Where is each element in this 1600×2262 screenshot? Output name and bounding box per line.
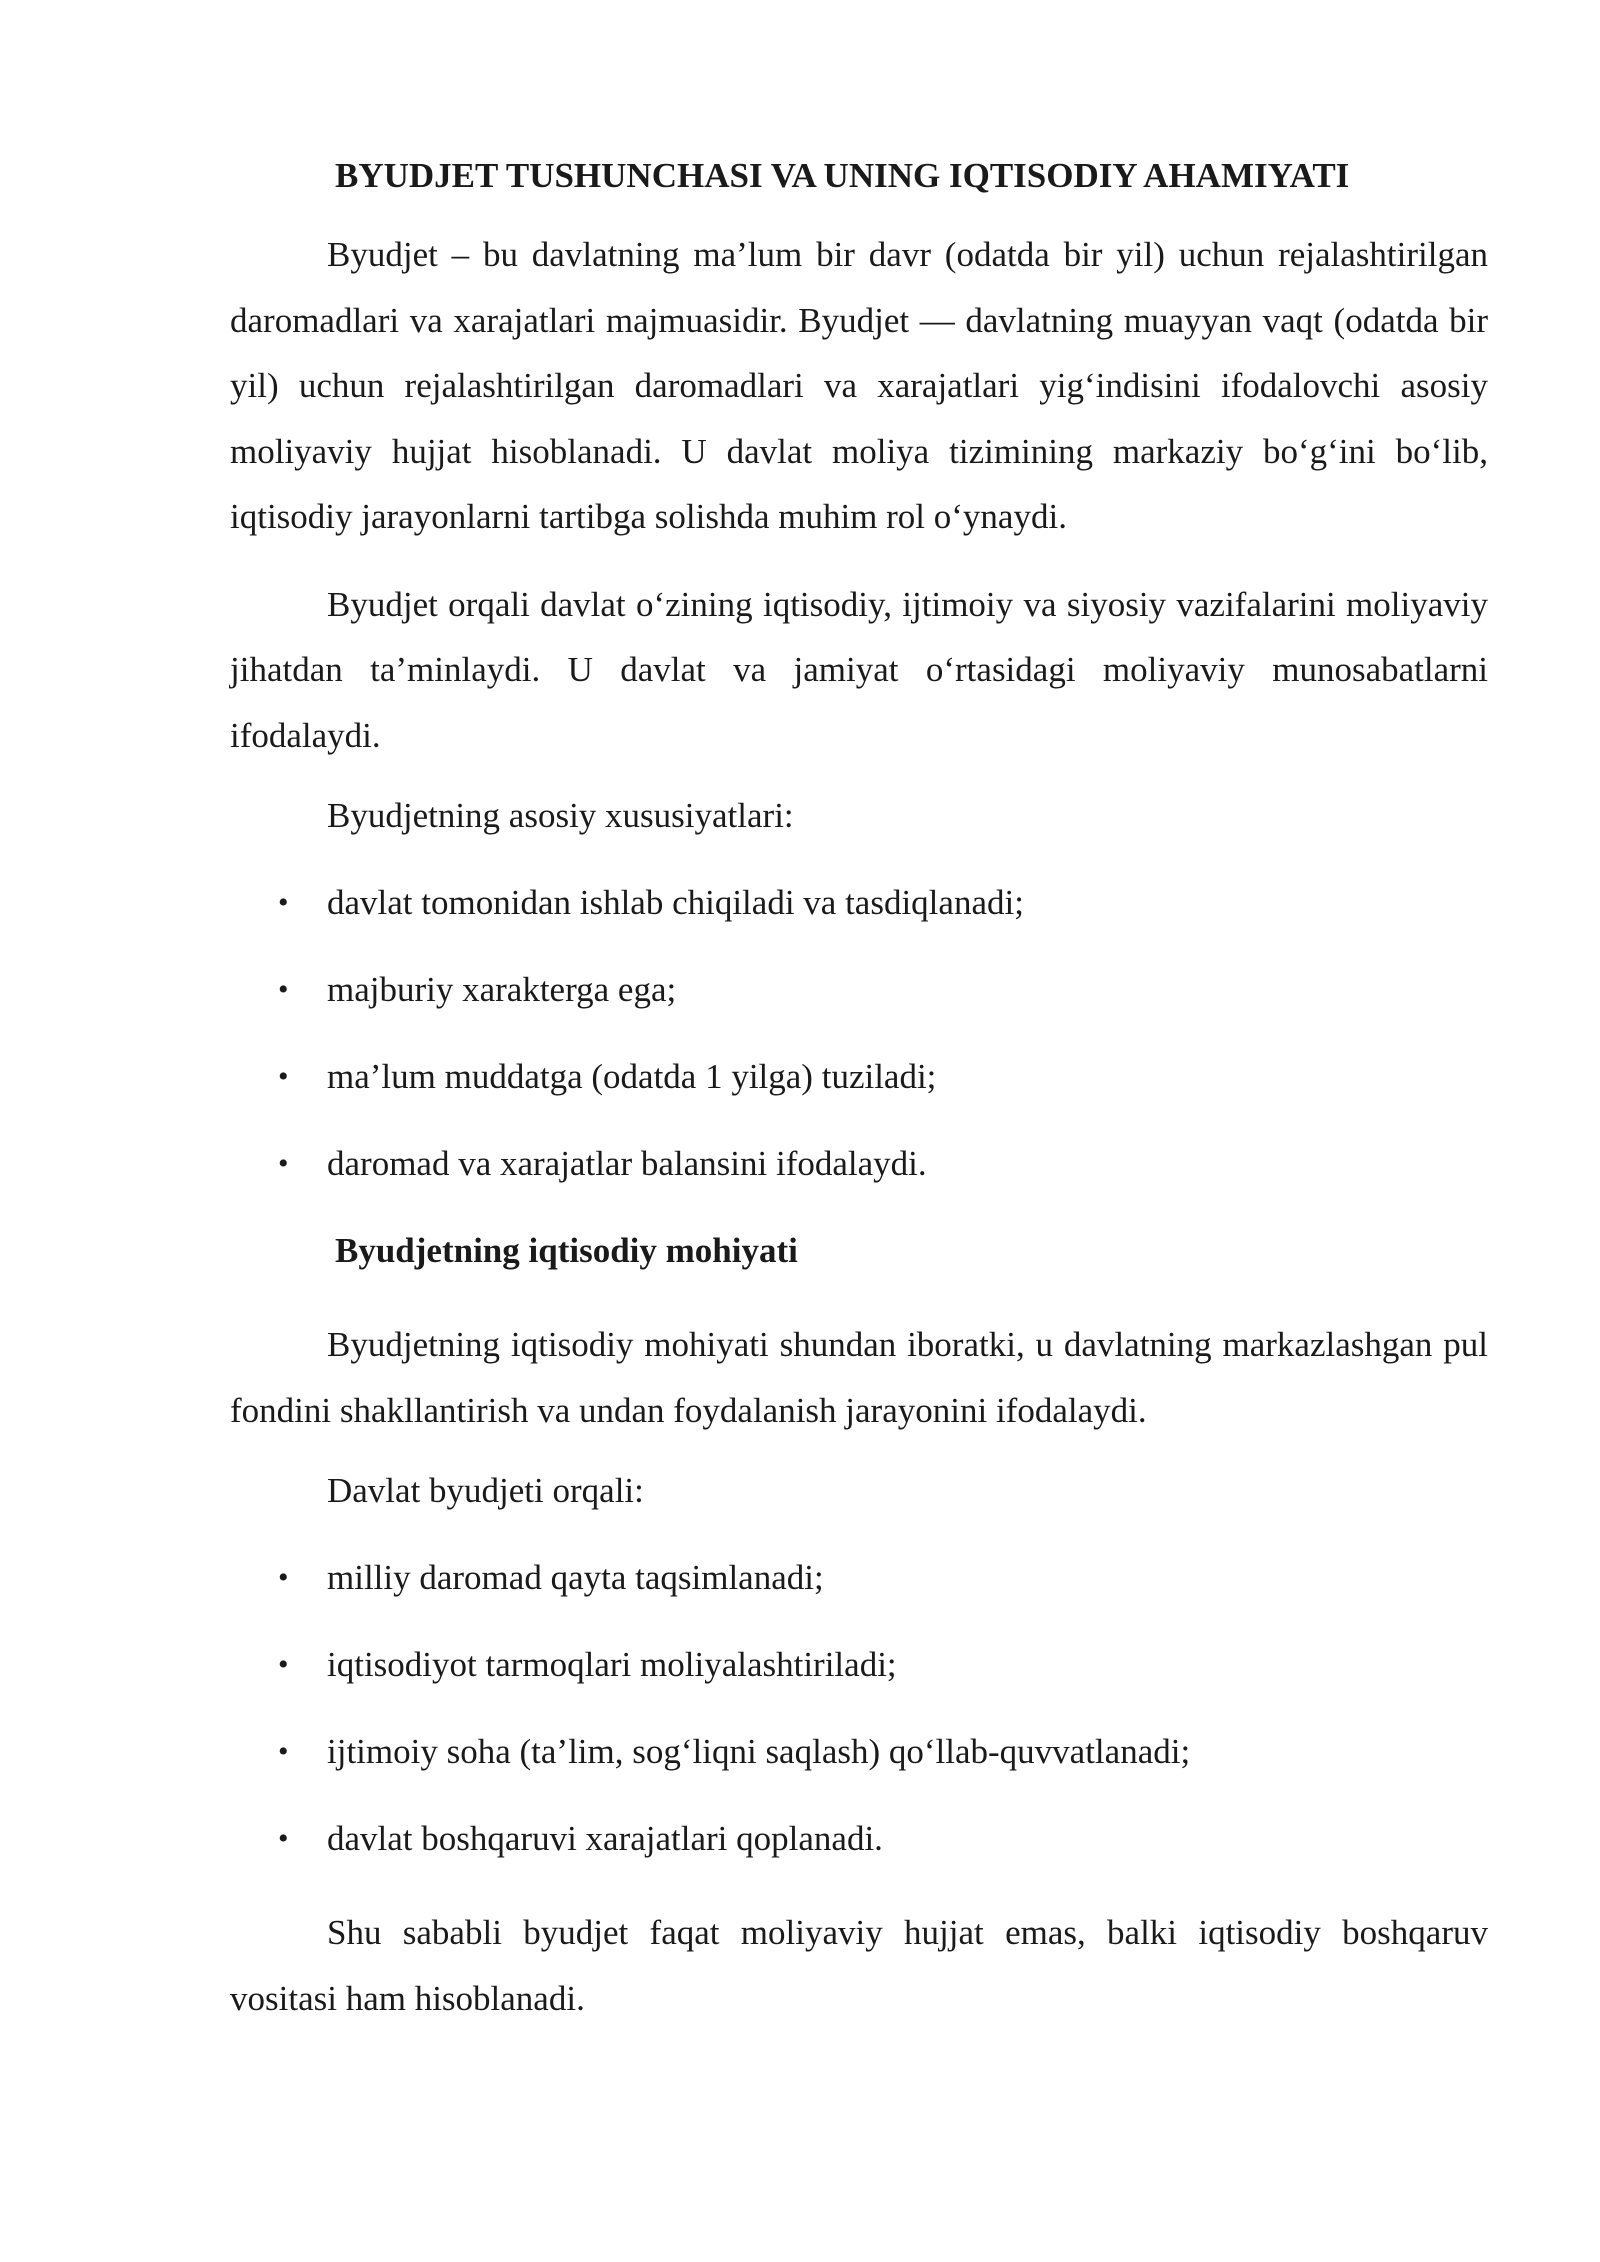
- list-item: [230, 1051, 1488, 1103]
- list-item-text: majburiy xarakterga ega;: [327, 970, 677, 1009]
- paragraph-budget-role: Byudjet orqali davlat o‘zining iqtisodiy, ijtimoiy va siyosiy vazifalarini moliyaviy jihatdan ta’minlaydi. U davlat va jamiyat o‘rtasidagi moliyaviy munosabatlarni ifodalaydi.: [230, 584, 1488, 755]
- bullet-icon: •: [278, 1060, 289, 1093]
- bullet-icon: •: [278, 1648, 289, 1681]
- list-item: [230, 1726, 1488, 1778]
- list-item-text: ma’lum muddatga (odatda 1 yilga) tuziladi;: [327, 1057, 937, 1096]
- features-list: [230, 877, 1488, 1190]
- paragraph-conclusion: Shu sababli byudjet faqat moliyaviy hujjat emas, balki iqtisodiy boshqaruv vositasi ham hisoblanadi.: [230, 1913, 1488, 2018]
- list-item-text: iqtisodiyot tarmoqlari moliyalashtiriladi;: [327, 1645, 897, 1684]
- bullet-icon: •: [278, 1147, 289, 1180]
- document-title: BYUDJET TUSHUNCHASI VA UNING IQTISODIY AHAMIYATI: [335, 156, 1350, 195]
- bullet-icon: •: [278, 1822, 289, 1855]
- list-item: [230, 964, 1488, 1016]
- list-item: [230, 1813, 1488, 1865]
- features-intro: Byudjetning asosiy xususiyatlari:: [327, 796, 794, 835]
- list-item-text: daromad va xarajatlar balansini ifodalaydi.: [327, 1144, 927, 1183]
- list-item-text: milliy daromad qayta taqsimlanadi;: [327, 1558, 824, 1597]
- bullet-icon: •: [278, 973, 289, 1006]
- paragraph-economic-essence: Byudjetning iqtisodiy mohiyati shundan iboratki, u davlatning markazlashgan pul fondini shakllantirish va undan foydalanish jarayonini ifodalaydi.: [230, 1325, 1488, 1430]
- bullet-icon: •: [278, 886, 289, 919]
- list-item: [230, 1552, 1488, 1604]
- list-item: [230, 877, 1488, 929]
- bullet-icon: •: [278, 1561, 289, 1594]
- list-item-text: davlat tomonidan ishlab chiqiladi va tasdiqlanadi;: [327, 883, 1024, 922]
- section-subheading: Byudjetning iqtisodiy mohiyati: [335, 1231, 798, 1270]
- through-intro: Davlat byudjeti orqali:: [327, 1471, 644, 1510]
- bullet-icon: •: [278, 1735, 289, 1768]
- document-page: [230, 150, 1488, 2053]
- list-item: [230, 1639, 1488, 1691]
- list-item: [230, 1138, 1488, 1190]
- through-list: [230, 1552, 1488, 1865]
- list-item-text: davlat boshqaruvi xarajatlari qoplanadi.: [327, 1819, 883, 1858]
- list-item-text: ijtimoiy soha (ta’lim, sog‘liqni saqlash) qo‘llab-quvvatlanadi;: [327, 1732, 1191, 1771]
- paragraph-budget-definition: Byudjet – bu davlatning ma’lum bir davr (odatda bir yil) uchun rejalashtirilgan daromadlari va xarajatlari majmuasidir. Byudjet — davlatning muayyan vaqt (odatda bir yil) uchun rejalashtirilgan daromadlari va xarajatlari yig‘indisini ifodalovchi asosiy moliyaviy hujjat hisoblanadi. U davlat moliya tizimining markaziy bo‘g‘ini bo‘lib, iqtisodiy jarayonlarni tartibga solishda muhim rol o‘ynaydi.: [230, 235, 1488, 536]
